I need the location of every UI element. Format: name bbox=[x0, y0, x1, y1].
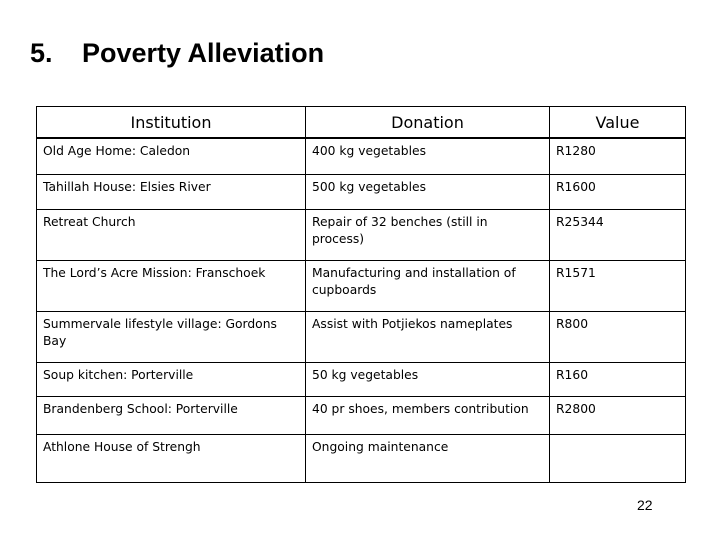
table-row bbox=[37, 138, 686, 174]
value-cell: R800 bbox=[550, 311, 686, 362]
table-row bbox=[37, 396, 686, 434]
institution-cell: Tahillah House: Elsies River bbox=[37, 174, 306, 209]
header-donation: Donation bbox=[306, 107, 550, 139]
value-cell bbox=[550, 434, 686, 482]
institution-cell: Retreat Church bbox=[37, 209, 306, 260]
donation-cell: 50 kg vegetables bbox=[306, 362, 550, 396]
value-cell: R25344 bbox=[550, 209, 686, 260]
header-value: Value bbox=[550, 107, 686, 139]
header-row bbox=[37, 107, 686, 139]
donation-cell: 400 kg vegetables bbox=[306, 138, 550, 174]
donation-cell: Ongoing maintenance bbox=[306, 434, 550, 482]
institution-cell: Soup kitchen: Porterville bbox=[37, 362, 306, 396]
value-cell: R1280 bbox=[550, 138, 686, 174]
header-institution: Institution bbox=[37, 107, 306, 139]
donation-cell: 500 kg vegetables bbox=[306, 174, 550, 209]
donation-cell: Assist with Potjiekos nameplates bbox=[306, 311, 550, 362]
table-row bbox=[37, 362, 686, 396]
value-cell: R2800 bbox=[550, 396, 686, 434]
table-row bbox=[37, 311, 686, 362]
institution-cell: Old Age Home: Caledon bbox=[37, 138, 306, 174]
institution-cell: The Lord’s Acre Mission: Franschoek bbox=[37, 260, 306, 311]
value-cell: R160 bbox=[550, 362, 686, 396]
section-number: 5. bbox=[30, 38, 53, 68]
institution-cell: Athlone House of Strengh bbox=[37, 434, 306, 482]
donation-cell: Repair of 32 benches (still in process) bbox=[306, 209, 550, 260]
slide-title bbox=[30, 38, 324, 69]
page-number: 22 bbox=[637, 497, 653, 513]
donations-table bbox=[36, 106, 686, 483]
table-row bbox=[37, 174, 686, 209]
table-row bbox=[37, 434, 686, 482]
table-row bbox=[37, 260, 686, 311]
value-cell: R1571 bbox=[550, 260, 686, 311]
donation-cell: Manufacturing and installation of cupboards bbox=[306, 260, 550, 311]
donation-cell: 40 pr shoes, members contribution bbox=[306, 396, 550, 434]
title-text: Poverty Alleviation bbox=[82, 38, 325, 68]
institution-cell: Summervale lifestyle village: Gordons Bay bbox=[37, 311, 306, 362]
institution-cell: Brandenberg School: Porterville bbox=[37, 396, 306, 434]
value-cell: R1600 bbox=[550, 174, 686, 209]
table-row bbox=[37, 209, 686, 260]
